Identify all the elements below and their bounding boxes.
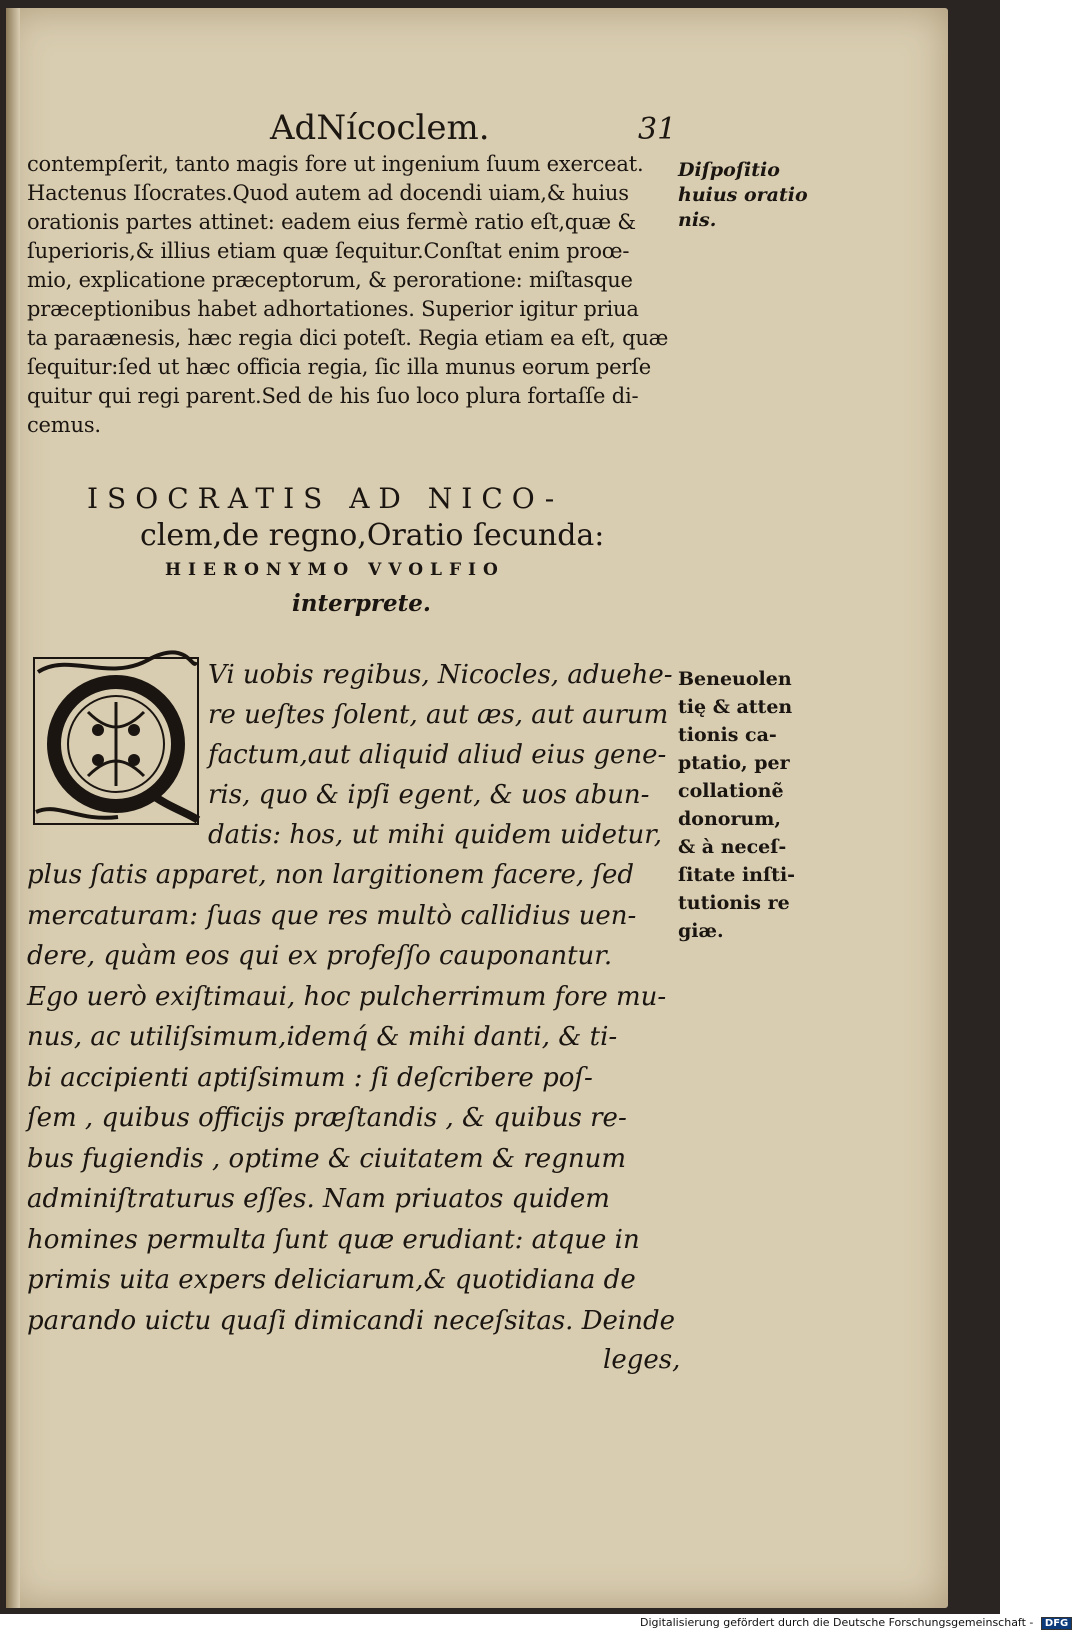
text-line: homines permulta ſunt quæ erudiant: atque in [27, 1224, 640, 1255]
margin-note-line: collationẽ [678, 780, 784, 802]
text-line: datis: hos, ut mihi quidem uidetur, [208, 820, 663, 850]
text-line: ris, quo & ipſi egent, & uos abun- [208, 780, 650, 810]
text-line: bus fugiendis , optime & ciuitatem & regnum [27, 1143, 626, 1174]
oration-opening [208, 655, 678, 855]
text-line: Ego uerò exiſtimaui, hoc pulcherrimum fore mu- [27, 981, 667, 1012]
margin-note-line: Diſpoſitio [678, 159, 780, 181]
translator-name: HIERONYMO VVOLFIO [165, 560, 505, 580]
text-line: nus, ac utiliſsimum,idemq́ & mihi danti, & ti- [27, 1022, 618, 1052]
margin-note-line: & à neceſ- [678, 836, 787, 858]
text-line: plus ſatis apparet, non largitionem facere, ſed [27, 860, 635, 890]
margin-note-line: tię & atten [678, 696, 793, 718]
ornamental-initial-Q-icon [28, 652, 204, 830]
margin-note-line: ſitate inſti- [678, 864, 796, 886]
margin-note-line: donorum, [678, 808, 781, 830]
text-line: cemus. [27, 413, 101, 437]
text-line: bi accipienti aptiſsimum : ſi deſcribere poſ- [27, 1062, 593, 1093]
margin-note-line: Beneuolen [678, 668, 792, 690]
text-line: parando uictu quaſi dimicandi neceſsitas. Deinde [27, 1305, 676, 1336]
oration-heading-line-2: clem,de regno,Oratio ſecunda: [140, 518, 605, 553]
dfg-logo-icon[interactable]: DFG [1041, 1617, 1072, 1630]
page-gutter [6, 8, 20, 1608]
margin-note-disposition [678, 158, 808, 233]
oration-body [27, 855, 677, 1341]
text-line: mercaturam: ſuas que res multò callidius uen- [27, 900, 637, 931]
oration-heading-line-1: ISOCRATIS AD NICO- [87, 482, 564, 515]
text-line: primis uita expers deliciarum,& quotidiana de [27, 1265, 636, 1295]
text-line: Vi uobis regibus, Nicocles, aduehe- [208, 660, 673, 690]
text-line: contempſerit, tanto magis fore ut ingenium ſuum exerceat. [27, 152, 644, 176]
text-line: quitur qui regi parent.Sed de his ſuo loco plura fortaſſe di- [27, 384, 639, 408]
text-line: Hactenus Iſocrates.Quod autem ad docendi uiam,& huius [27, 181, 629, 205]
margin-note-line: giæ. [678, 920, 724, 942]
text-line: orationis partes attinet: eadem eius fermè ratio eſt,quæ & [27, 210, 636, 234]
text-line: re ueſtes ſolent, aut æs, aut aurum [208, 700, 669, 730]
margin-note-line: nis. [678, 209, 717, 231]
margin-note-line: huius oratio [678, 184, 808, 206]
page-number: 31 [638, 112, 677, 147]
margin-note-line: tionis ca- [678, 724, 777, 746]
margin-note-line: tutionis re [678, 892, 790, 914]
text-line: ta paraænesis, hæc regia dici poteſt. Regia etiam ea eſt, quæ [27, 326, 669, 350]
running-head: AdNícoclem. [270, 108, 490, 148]
catchword: leges, [603, 1345, 681, 1375]
text-line: ſequitur:ſed ut hæc officia regia, ſic illa munus eorum perſe [27, 355, 652, 379]
text-line: factum,aut aliquid aliud eius gene- [208, 740, 667, 770]
text-line: præceptionibus habet adhortationes. Superior igitur priua [27, 297, 639, 321]
margin-note-line: ptatio, per [678, 752, 790, 774]
text-line: adminiſtraturus eſſes. Nam priuatos quidem [27, 1184, 610, 1214]
footer-credit [640, 1616, 1072, 1630]
text-line: mio, explicatione præceptorum, & peroratione: miſtasque [27, 268, 633, 292]
translator-label: interprete. [292, 590, 431, 617]
text-line: dere, quàm eos qui ex profeſſo cauponantur. [27, 941, 613, 971]
commentary-text [27, 150, 667, 440]
footer-text: Digitalisierung gefördert durch die Deutsche Forschungsgemeinschaft - [640, 1616, 1034, 1629]
text-line: ſem , quibus officijs præſtandis , & quibus re- [27, 1103, 627, 1133]
margin-note-benevolence [678, 665, 795, 945]
text-line: ſuperioris,& illius etiam quæ ſequitur.Conſtat enim proœ- [27, 239, 630, 263]
